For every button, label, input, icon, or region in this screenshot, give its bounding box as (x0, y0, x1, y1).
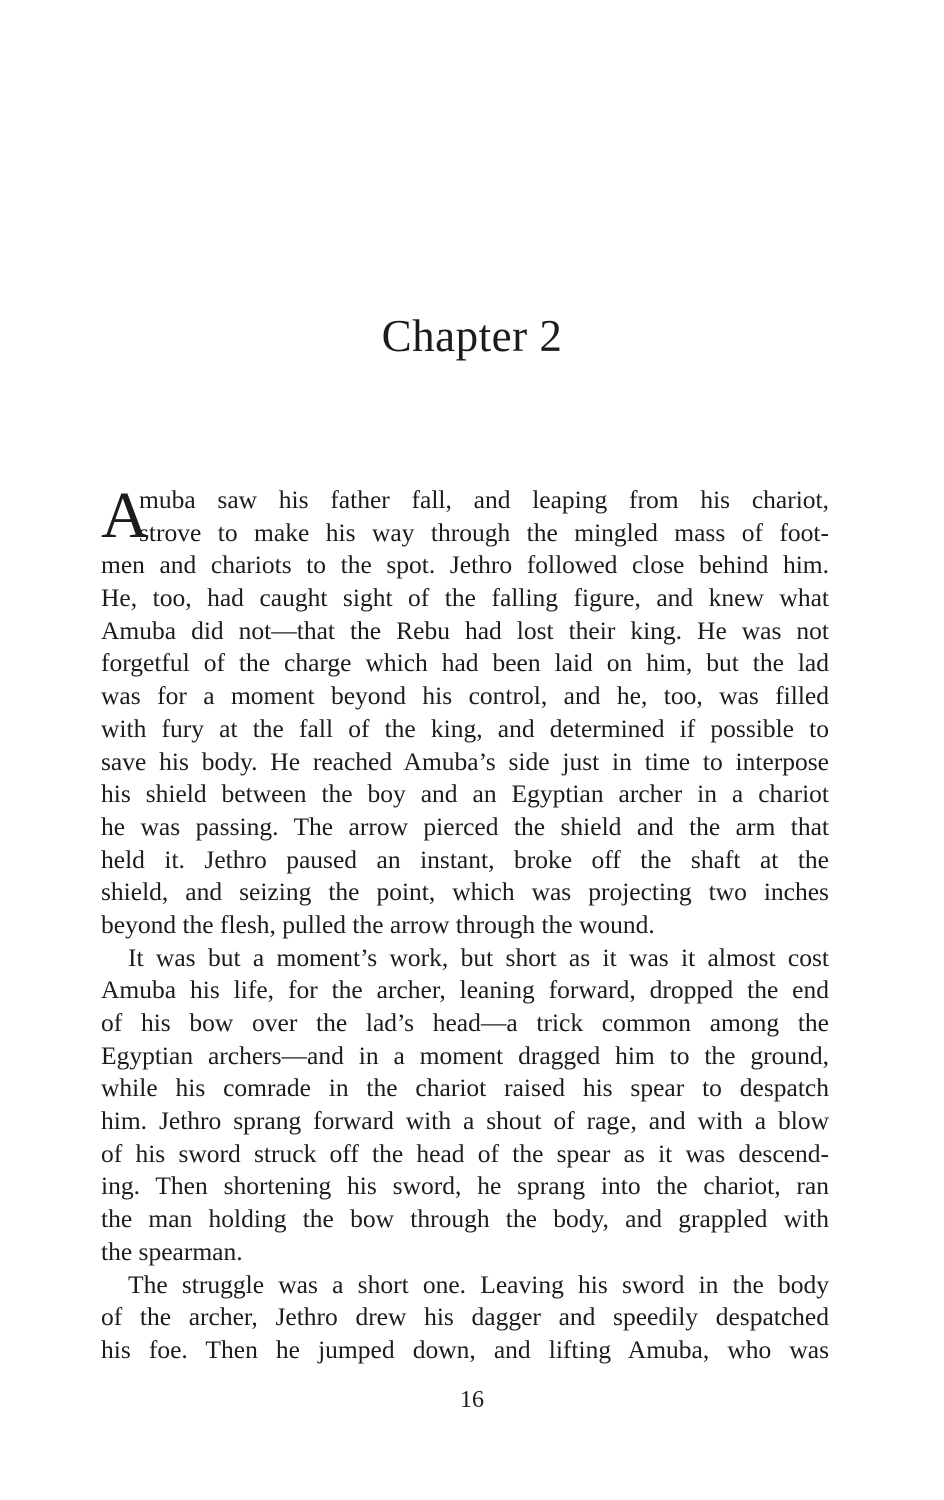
text-line: him. Jethro sprang forward with a shout of rage, and with a blow (101, 1106, 829, 1136)
text-line: The struggle was a short one. Leaving his sword in the body (128, 1269, 829, 1299)
text-line: He, too, had caught sight of the falling figure, and knew what (101, 583, 829, 613)
text-line: with fury at the fall of the king, and determined if possible to (101, 713, 829, 743)
text-line: men and chariots to the spot. Jethro followed close behind him. (101, 550, 829, 580)
text-line: the spearman. (101, 1236, 243, 1266)
chapter-body (101, 479, 829, 1367)
text-line: Amuba did not—that the Rebu had lost their king. He was not (101, 615, 829, 645)
text-line: Egyptian archers—and in a moment dragged him to the ground, (101, 1040, 829, 1070)
text-line: of his bow over the lad’s head—a trick common among the (101, 1008, 829, 1037)
chapter-title: Chapter 2 (381, 311, 563, 361)
text-line: muba saw his father fall, and leaping from his chariot, (139, 485, 829, 514)
text-line: the man holding the bow through the body, and grappled with (101, 1204, 829, 1234)
text-line: his foe. Then he jumped down, and lifting Amuba, who was (101, 1334, 829, 1364)
text-line: It was but a moment’s work, but short as it was it almost cost (128, 942, 829, 972)
text-line: while his comrade in the chariot raised his spear to despatch (101, 1073, 829, 1103)
text-line: he was passing. The arrow pierced the shield and the arm that (101, 811, 829, 841)
text-line: of his sword struck off the head of the spear as it was descend- (101, 1138, 829, 1168)
page-number: 16 (460, 1387, 484, 1413)
text-line: save his body. He reached Amuba’s side just in time to interpose (101, 746, 829, 776)
text-line: his shield between the boy and an Egyptian archer in a chariot (101, 779, 829, 809)
text-line: shield, and seizing the point, which was projecting two inches (101, 877, 829, 907)
text-line: ing. Then shortening his sword, he sprang into the chariot, ran (101, 1171, 829, 1201)
drop-cap: A (101, 479, 149, 552)
text-line: was for a moment beyond his control, and he, too, was filled (101, 681, 829, 711)
text-line: Amuba his life, for the archer, leaning forward, dropped the end (101, 975, 829, 1005)
text-line: strove to make his way through the mingled mass of foot- (139, 517, 829, 547)
text-line: beyond the flesh, pulled the arrow through the wound. (101, 909, 655, 939)
text-line: held it. Jethro paused an instant, broke off the shaft at the (101, 844, 829, 874)
text-line: forgetful of the charge which had been laid on him, but the lad (101, 648, 829, 678)
text-line: of the archer, Jethro drew his dagger and speedily despatched (101, 1302, 829, 1332)
